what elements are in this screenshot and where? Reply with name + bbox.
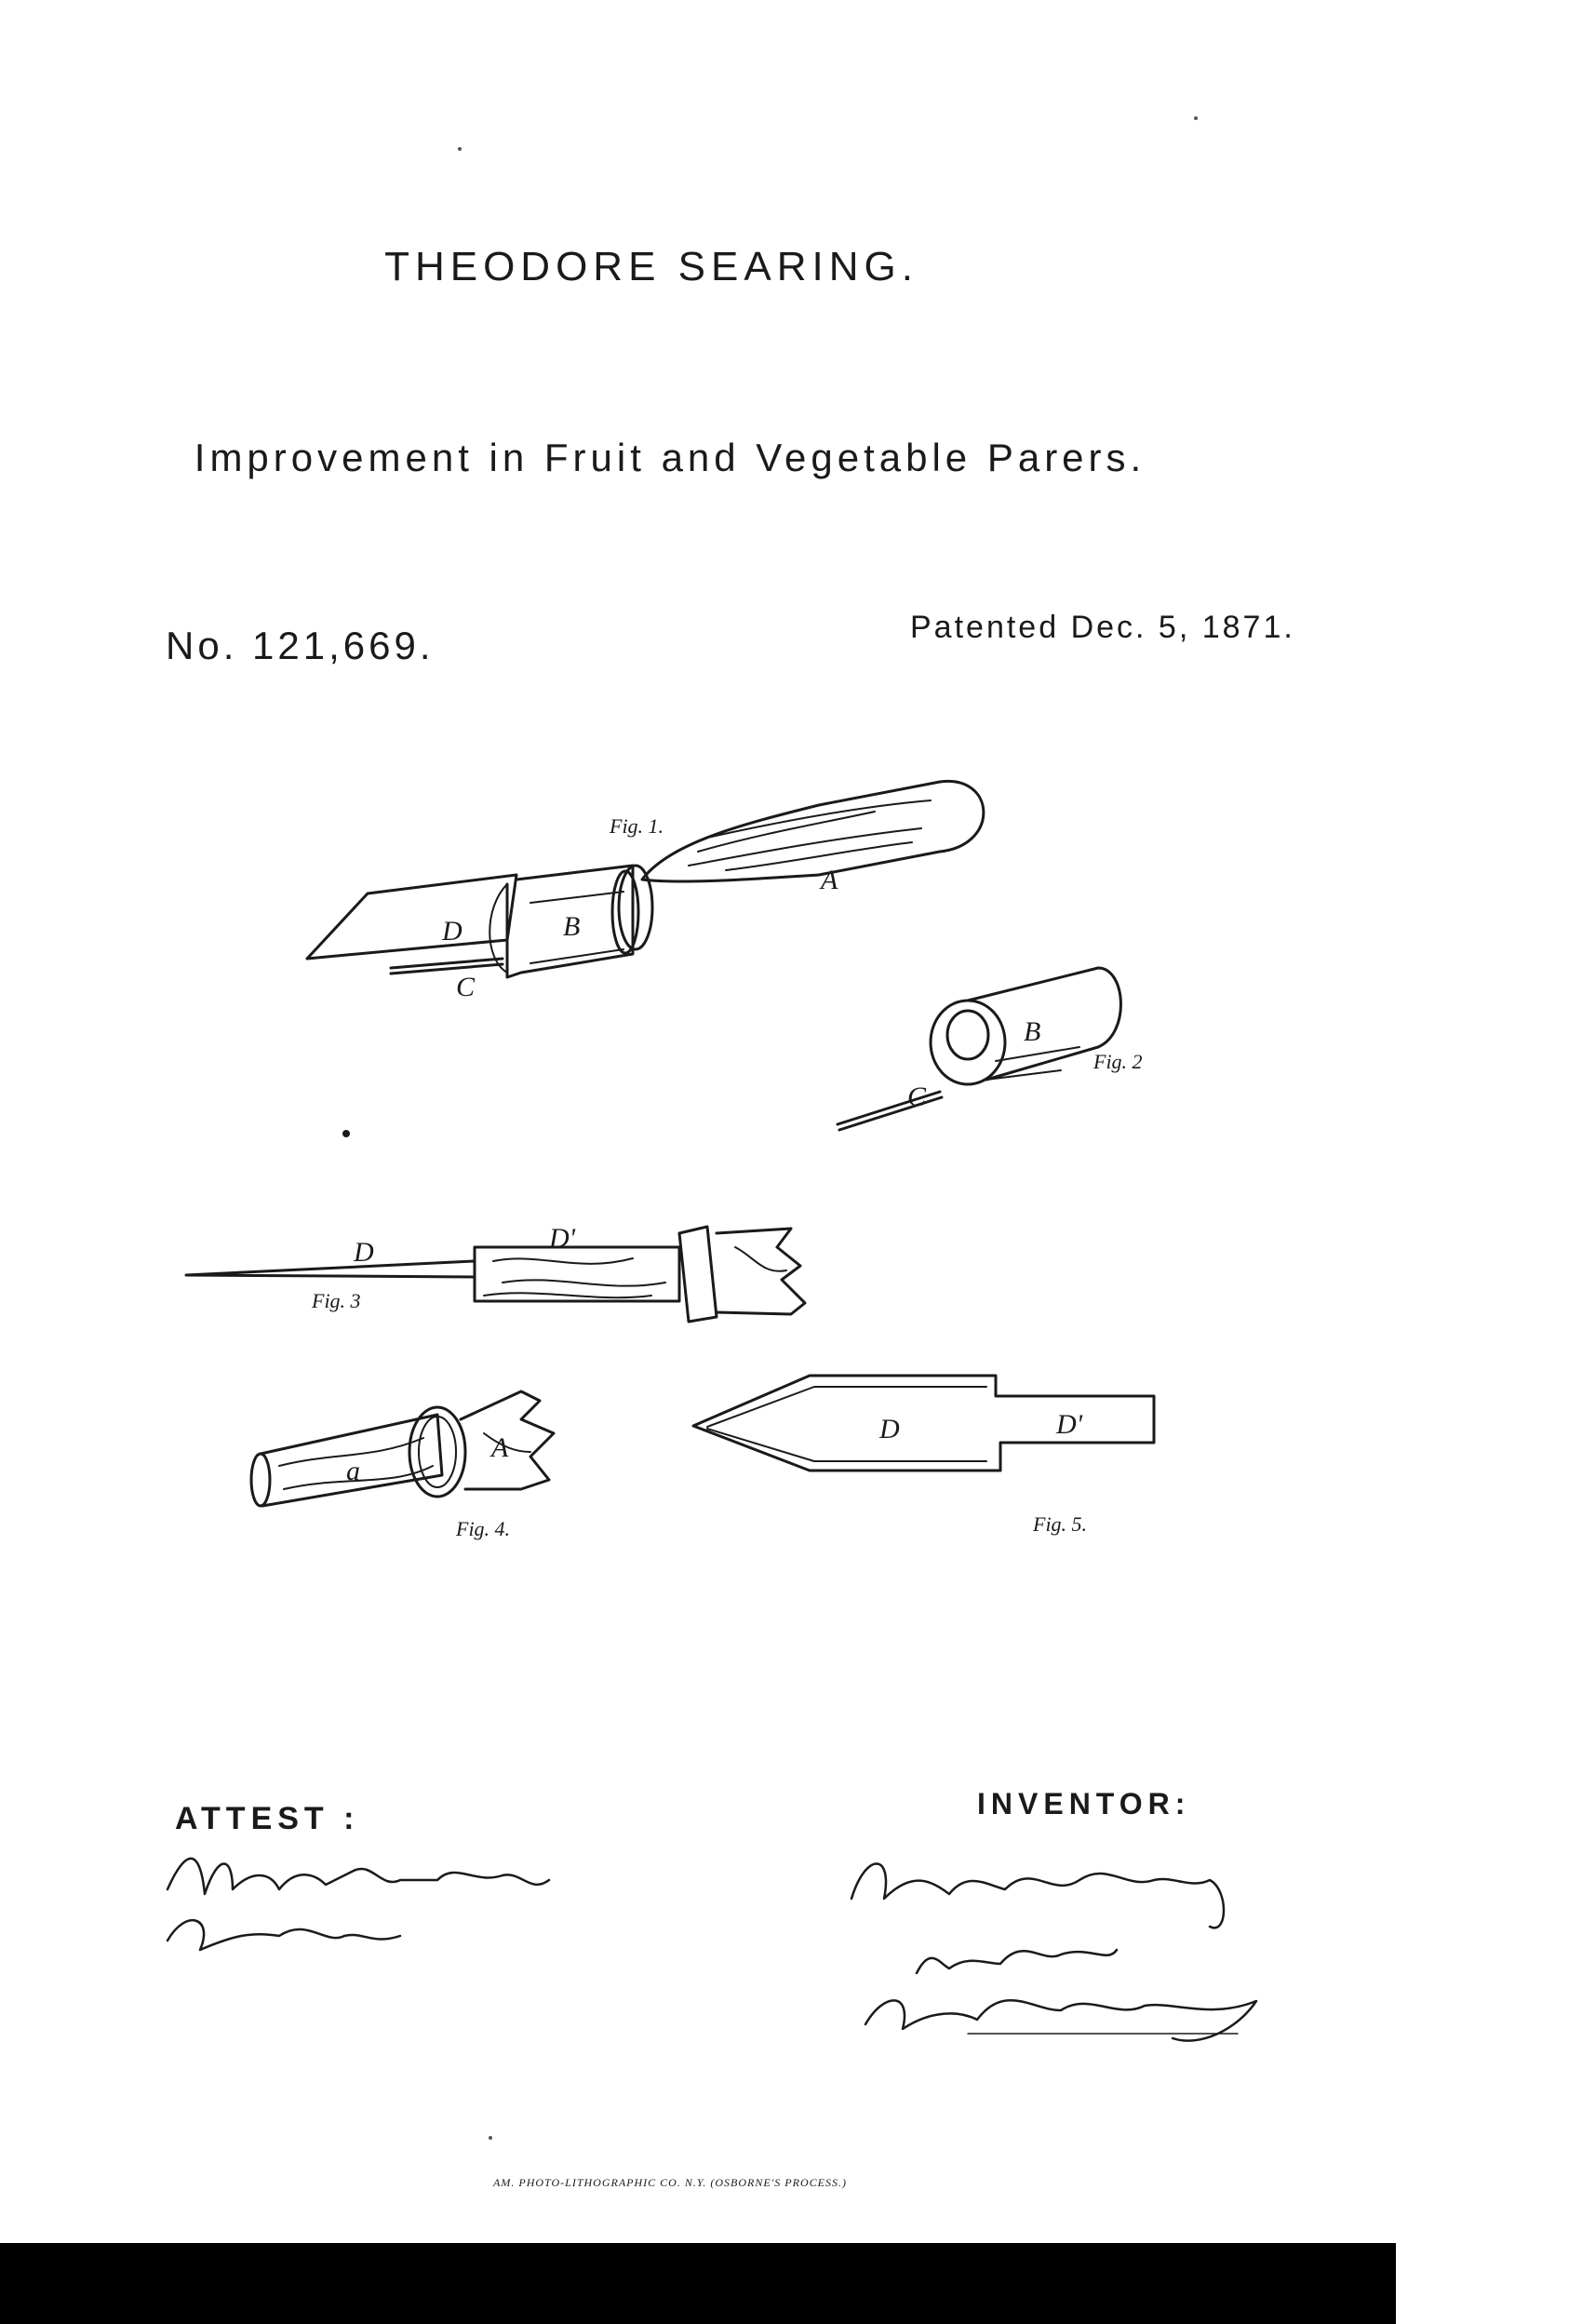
attorney-signature bbox=[865, 2000, 1256, 2040]
per-atty-text bbox=[917, 1950, 1117, 1973]
fig3-label-d: D bbox=[354, 1237, 374, 1268]
fig5-label-d: D bbox=[879, 1414, 900, 1444]
attest-label: ATTEST : bbox=[175, 1801, 360, 1836]
patent-date: Patented Dec. 5, 1871. bbox=[910, 610, 1295, 645]
lithographer-imprint: AM. PHOTO-LITHOGRAPHIC CO. N.Y. (OSBORNE'S PROCESS.) bbox=[493, 2176, 847, 2189]
fig1-label-c: C bbox=[456, 972, 476, 1002]
fig1-label-b: B bbox=[563, 911, 581, 942]
witness-signature-2 bbox=[168, 1920, 400, 1950]
fig1-label-a: A bbox=[821, 865, 838, 895]
fig4-label-a-upper: A bbox=[491, 1432, 509, 1463]
patent-title: Improvement in Fruit and Vegetable Parers. bbox=[194, 436, 1146, 479]
inventor-label: INVENTOR: bbox=[977, 1787, 1191, 1820]
inventor-signature bbox=[851, 1864, 1224, 1928]
scan-speck bbox=[458, 147, 462, 151]
witness-signature-1 bbox=[168, 1859, 549, 1894]
patent-number: No. 121,669. bbox=[166, 624, 435, 667]
fig5-label-d-prime: D' bbox=[1056, 1409, 1083, 1440]
fig2-label-c: C bbox=[907, 1081, 927, 1112]
fig5-caption: Fig. 5. bbox=[1033, 1512, 1088, 1536]
fig1-label-d: D bbox=[442, 916, 463, 947]
fig4-caption: Fig. 4. bbox=[456, 1517, 511, 1540]
inventor-name: THEODORE SEARING. bbox=[384, 244, 918, 289]
fig3-caption: Fig. 3 bbox=[312, 1289, 361, 1312]
scan-speck bbox=[489, 2136, 492, 2140]
fig2-caption: Fig. 2 bbox=[1093, 1050, 1143, 1073]
fig2-label-b: B bbox=[1024, 1016, 1041, 1047]
bottom-scan-bar bbox=[0, 2243, 1396, 2324]
fig1-caption: Fig. 1. bbox=[610, 814, 664, 838]
fig4-label-a-lower: a bbox=[346, 1456, 360, 1486]
fig3-label-d-prime: D' bbox=[549, 1223, 576, 1254]
scan-speck bbox=[1194, 116, 1198, 120]
